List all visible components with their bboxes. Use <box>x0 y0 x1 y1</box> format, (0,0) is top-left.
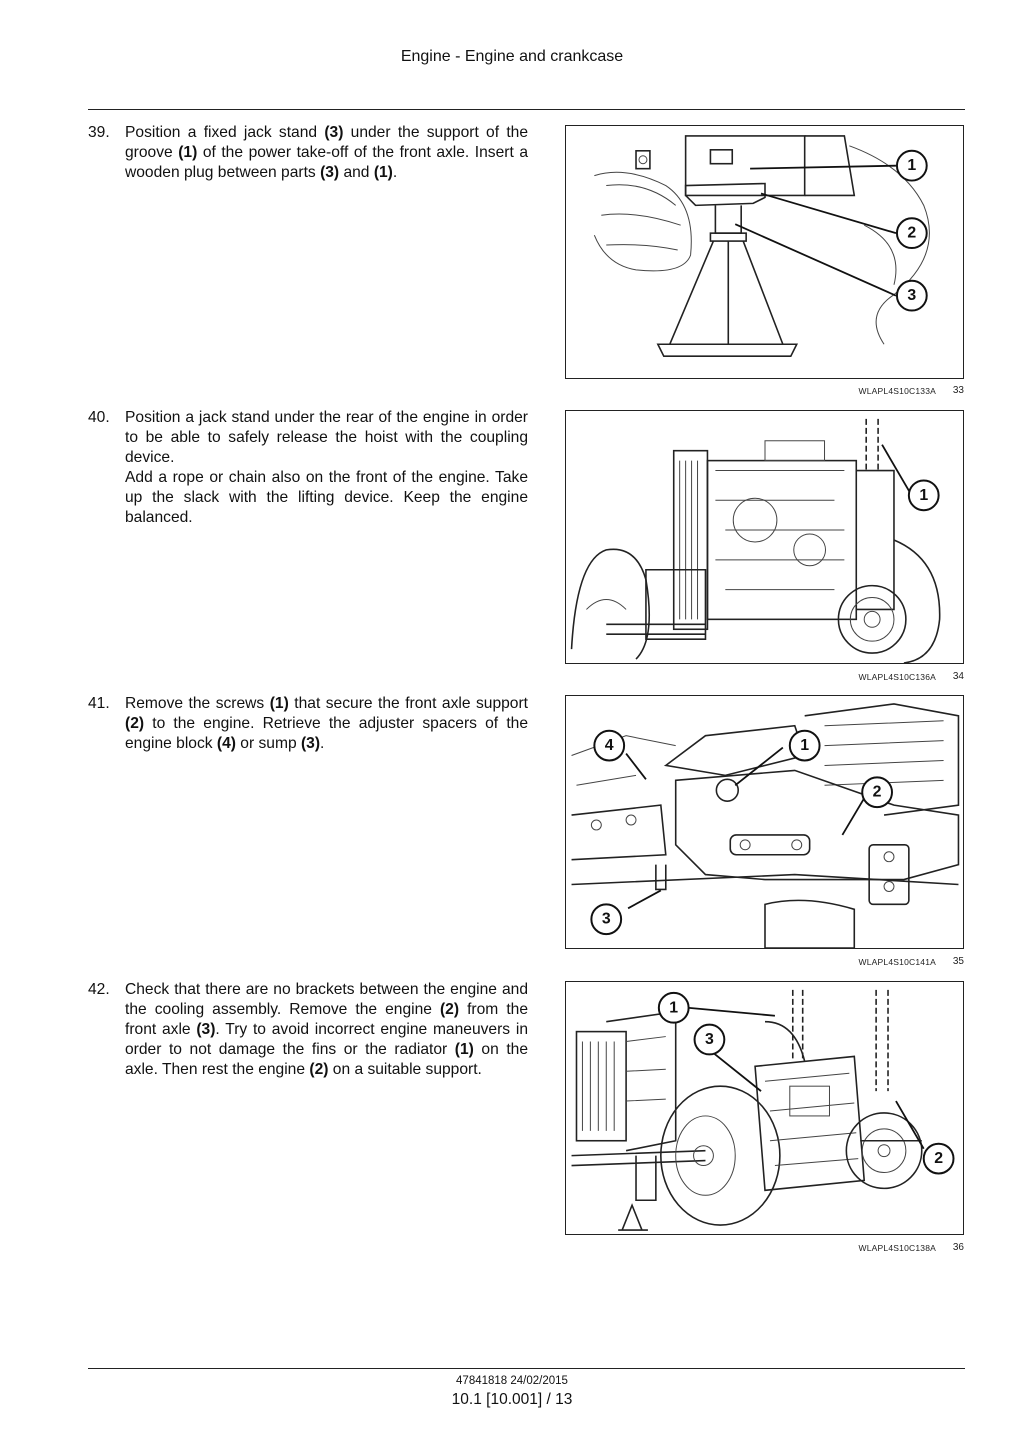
svg-text:2: 2 <box>872 783 882 801</box>
step-number: 42. <box>88 981 110 998</box>
svg-text:1: 1 <box>907 157 917 175</box>
callout-2 <box>897 218 927 248</box>
engine-removal-illustration <box>566 982 963 1234</box>
step-text: Remove the screws (1) that secure the front axle support (2) to the engine. Retrieve the adjuster spacers of the engine block (4) or sump (3). <box>125 695 528 752</box>
figure-number: 34 <box>952 671 964 682</box>
step-number: 40. <box>88 409 110 426</box>
svg-text:1: 1 <box>800 737 810 755</box>
step-42 <box>88 980 528 1080</box>
step-number: 41. <box>88 695 110 712</box>
figure-number: 36 <box>952 1242 964 1253</box>
figure-engine-removal <box>565 981 964 1235</box>
page-header-title: Engine - Engine and crankcase <box>400 48 624 65</box>
callout-1 <box>659 993 689 1023</box>
step-39 <box>88 123 528 183</box>
callout-1 <box>909 480 939 510</box>
step-41 <box>88 694 528 754</box>
footer-rule <box>88 1368 965 1369</box>
svg-text:1: 1 <box>919 486 929 504</box>
svg-text:2: 2 <box>907 224 917 242</box>
callout-4 <box>594 731 624 761</box>
callout-3 <box>897 281 927 311</box>
callout-3 <box>591 904 621 934</box>
header-rule <box>88 109 965 110</box>
figure-axle-support <box>565 695 964 949</box>
callout-3 <box>695 1025 725 1055</box>
footer-page-number: 10.1 [10.001] / 13 <box>451 1391 573 1408</box>
callout-1 <box>790 731 820 761</box>
figure-code: WLAPL4S10C141A <box>858 957 936 967</box>
engine-chain-illustration <box>566 411 963 663</box>
figure-engine-chain <box>565 410 964 664</box>
svg-text:1: 1 <box>669 999 679 1017</box>
svg-text:3: 3 <box>705 1031 714 1049</box>
jack-stand-illustration <box>566 126 963 378</box>
callout-2 <box>924 1144 954 1174</box>
figure-number: 33 <box>952 385 964 396</box>
svg-text:4: 4 <box>604 737 614 755</box>
step-40 <box>88 408 528 528</box>
step-number: 39. <box>88 124 110 141</box>
figure-code: WLAPL4S10C138A <box>858 1243 936 1253</box>
step-text: Position a jack stand under the rear of the engine in order to be able to safely release the hoist with the coupling device. Add a rope or chain also on the front of the engine. Take up the slack with the lifting device. Keep the engine balanced. <box>125 409 528 526</box>
svg-text:2: 2 <box>934 1150 944 1168</box>
callout-2 <box>862 777 892 807</box>
step-text: Position a fixed jack stand (3) under the support of the groove (1) of the power take-off of the front axle. Insert a wooden plug between parts (3) and (1). <box>125 124 528 181</box>
figure-jack-stand <box>565 125 964 379</box>
step-text: Check that there are no brackets between the engine and the cooling assembly. Remove the engine (2) from the front axle (3). Try to avoid incorrect engine maneuvers in order to not damage the fins or the radiator (1) on the axle. Then rest the engine (2) on a suitable support. <box>125 981 529 1078</box>
svg-text:3: 3 <box>907 287 917 305</box>
svg-text:3: 3 <box>601 910 611 928</box>
footer-document-id: 47841818 24/02/2015 <box>456 1375 568 1387</box>
figure-code: WLAPL4S10C136A <box>858 672 936 682</box>
figure-number: 35 <box>952 956 964 967</box>
figure-code: WLAPL4S10C133A <box>858 386 936 396</box>
callout-1 <box>897 151 927 181</box>
axle-support-illustration <box>566 696 963 948</box>
